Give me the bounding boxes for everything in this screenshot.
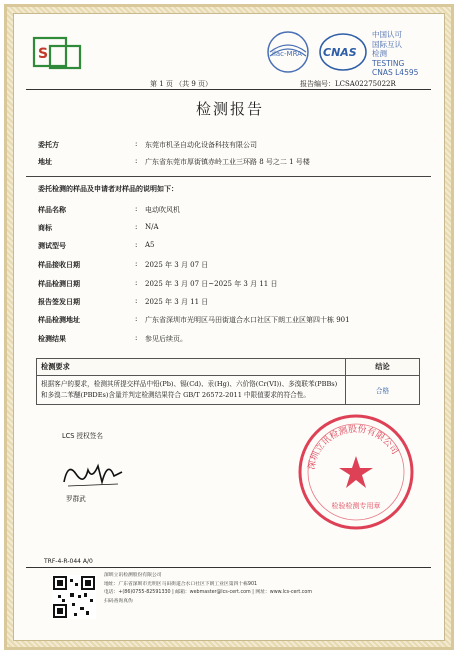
authorized-signature-label: LCS 授权签名 (62, 432, 103, 440)
issue-date-value: 2025 年 3 月 11 日 (145, 298, 209, 306)
test-address-label: 样品检测地址 (38, 316, 80, 324)
colon: : (135, 297, 138, 305)
svg-text:深圳立讯检测股份有限公司: 深圳立讯检测股份有限公司 (307, 424, 400, 471)
cnas-logo (318, 30, 368, 74)
footer-info (104, 572, 424, 606)
colon: : (135, 279, 138, 287)
cnas-line: CNAS L4595 (372, 68, 419, 77)
cnas-text: CNAS (323, 46, 357, 59)
header-divider (26, 89, 431, 90)
lcs-logo (30, 36, 86, 72)
trademark-label: 商标 (38, 224, 52, 232)
cnas-line: 国际互认 (372, 39, 402, 49)
section-divider (26, 176, 431, 177)
trademark-value: N/A (145, 223, 159, 231)
footer-verify: 扫码查询真伪 (104, 598, 133, 604)
footer-address: 地址：广东省深圳市光明区马田街道合水口社区下朗工业区第四十栋901 (104, 581, 258, 587)
test-date-label: 样品检测日期 (38, 280, 80, 288)
model-value: A5 (145, 241, 155, 249)
cnas-line: 中国认可 (372, 30, 402, 39)
requirement-text: 根据客户的要求，检测其所提交样品中铅(Pb)、镉(Cd)、汞(Hg)、六价铬(Cr(VI))、多溴联苯(PBBs)和多溴二苯醚(PBDEs)含量并判定检测结果符合 GB/T 26572-2011 中限值要求的符合性。 (37, 376, 346, 405)
model-label: 测试型号 (38, 242, 66, 250)
signer-name: 罗群武 (66, 495, 86, 503)
svg-text:检验检测专用章: 检验检测专用章 (331, 502, 381, 510)
issue-date-label: 报告签发日期 (38, 298, 80, 306)
result-label: 检测结果 (38, 335, 66, 343)
handwritten-signature (58, 452, 128, 492)
conclusion-value: 合格 (346, 376, 420, 405)
report-number: 报告编号：LCSA02275022R (300, 80, 396, 88)
colon: : (135, 140, 138, 148)
footer-contact: 电话：+(86)0755-82591330 | 邮箱：webmaster@lcs-cert.com | 网址：www.lcs-cert.com (104, 590, 313, 596)
sample-section-heading: 委托检测的样品及申请者对样品的说明如下： (38, 185, 178, 193)
address-value: 广东省东莞市厚街镇赤岭工业三环路 8 号之二 1 号楼 (145, 158, 310, 166)
ilac-text: ilac-MRA (272, 50, 302, 58)
form-code: TRF-4-R-044 A/0 (44, 558, 93, 565)
qr-code (52, 575, 96, 619)
address-label: 地址 (38, 158, 52, 166)
page-number: 第 1 页 （共 9 页） (150, 80, 213, 88)
sample-name-label: 样品名称 (38, 206, 66, 214)
test-date-value: 2025 年 3 月 07 日~2025 年 3 月 11 日 (145, 280, 278, 288)
client-value: 东莞市机圣自动化设备科技有限公司 (145, 141, 257, 149)
svg-text:S: S (38, 46, 49, 62)
colon: : (135, 315, 138, 323)
report-title: 检测报告 (195, 100, 264, 118)
cnas-accreditation-text (372, 30, 442, 78)
client-label: 委托方 (38, 141, 59, 149)
requirement-header: 检测要求 (37, 359, 346, 376)
cnas-line: TESTING (372, 58, 405, 68)
results-table (36, 358, 420, 405)
colon: : (135, 205, 138, 213)
cnas-line: 检测 (372, 49, 387, 58)
receive-date-value: 2025 年 3 月 07 日 (145, 261, 209, 269)
colon: : (135, 260, 138, 268)
footer-divider (26, 567, 431, 568)
results-row (37, 376, 420, 405)
results-header-row (37, 359, 420, 376)
colon: : (135, 223, 138, 231)
test-address-value: 广东省深圳市光明区马田街道合水口社区下朗工业区第四十栋 901 (145, 316, 350, 324)
colon: : (135, 334, 138, 342)
conclusion-header: 结论 (346, 359, 420, 376)
footer-company: 深圳立讯检测股份有限公司 (104, 573, 162, 578)
ilac-mra-logo (262, 30, 314, 74)
receive-date-label: 样品接收日期 (38, 261, 80, 269)
sample-name-value: 电动吹风机 (145, 206, 180, 214)
official-seal (296, 412, 416, 532)
result-value: 参见后续页。 (145, 335, 187, 343)
colon: : (135, 157, 138, 165)
colon: : (135, 241, 138, 249)
